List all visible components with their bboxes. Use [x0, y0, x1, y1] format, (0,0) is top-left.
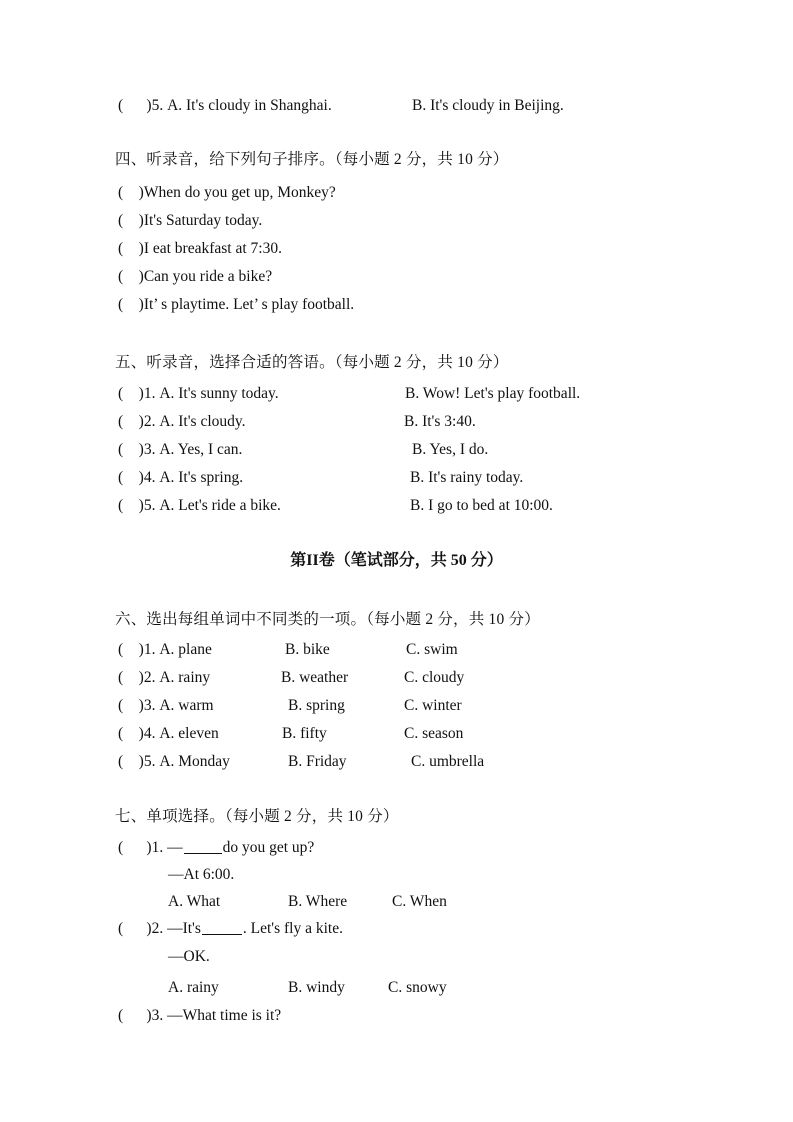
section-vi-item-1	[118, 640, 212, 660]
answer-bracket[interactable]: ( )	[118, 441, 144, 458]
option-a: A. It's cloudy in Shanghai.	[167, 97, 332, 114]
answer-bracket[interactable]: ( )	[118, 296, 144, 313]
option-a: A. Monday	[159, 753, 230, 770]
option-a: A. Yes, I can.	[159, 441, 243, 458]
answer-bracket[interactable]: ( )	[118, 920, 152, 937]
item-text: It's Saturday today.	[143, 212, 263, 229]
option-a: A. rainy	[159, 669, 211, 686]
option-a: A. warm	[159, 697, 214, 714]
section-iv-item-4	[118, 267, 272, 287]
section-v-item-5	[118, 496, 281, 516]
option-b: B. Friday	[288, 753, 347, 770]
option-b: B. spring	[288, 697, 345, 714]
stem-after-blank: do you get up?	[222, 839, 315, 856]
item-number: 1.	[143, 385, 156, 402]
item-number: 1.	[143, 641, 156, 658]
option-a: A. Let's ride a bike.	[159, 497, 281, 514]
answer-line: —OK.	[168, 948, 210, 965]
section-vii-item-3	[118, 1006, 281, 1026]
answer-bracket[interactable]: ( )	[118, 97, 152, 114]
option-b: B. bike	[285, 641, 330, 658]
item-number: 1.	[151, 839, 164, 856]
stem-text: —What time is it?	[167, 1007, 282, 1024]
answer-bracket[interactable]: ( )	[118, 753, 144, 770]
option-c: C. cloudy	[404, 669, 465, 686]
option-b: B. I go to bed at 10:00.	[410, 497, 553, 514]
answer-blank[interactable]	[184, 853, 222, 854]
section-vii-item-1	[118, 838, 314, 858]
item-number: 4.	[143, 469, 156, 486]
answer-bracket[interactable]: ( )	[118, 469, 144, 486]
option-c: C. season	[404, 725, 464, 742]
option-b: B. Where	[288, 893, 348, 910]
option-b: B. It's 3:40.	[404, 413, 476, 430]
answer-bracket[interactable]: ( )	[118, 1007, 152, 1024]
option-b: B. weather	[281, 669, 349, 686]
option-c: C. umbrella	[411, 753, 485, 770]
item-number: 2.	[143, 413, 156, 430]
stem-after-blank: . Let's fly a kite.	[242, 920, 343, 937]
option-b: B. fifty	[282, 725, 327, 742]
answer-bracket[interactable]: ( )	[118, 240, 144, 257]
option-a: A. What	[168, 893, 221, 910]
stem-before-blank: —	[167, 839, 183, 856]
section-v-item-2	[118, 412, 246, 432]
section-vi-item-2	[118, 668, 210, 688]
section-iv-item-3	[118, 239, 282, 259]
item-text: It’ s playtime. Let’ s play football.	[143, 296, 355, 313]
item-number: 4.	[143, 725, 156, 742]
option-b: B. windy	[288, 979, 345, 996]
answer-bracket[interactable]: ( )	[118, 184, 144, 201]
item-number: 3.	[143, 441, 156, 458]
option-c: C. winter	[404, 697, 462, 714]
option-b: B. It's cloudy in Beijing.	[412, 97, 564, 114]
option-a: A. eleven	[159, 725, 219, 742]
section-iv-heading: 四、听录音，给下列句子排序。（每小题 2 分，共 10 分）	[115, 151, 509, 168]
section-v-item-1	[118, 384, 279, 404]
stem-before-blank: —It's	[167, 920, 201, 937]
answer-bracket[interactable]: ( )	[118, 385, 144, 402]
item-text: I eat breakfast at 7:30.	[143, 240, 282, 257]
answer-bracket[interactable]: ( )	[118, 413, 144, 430]
answer-line: —At 6:00.	[168, 866, 235, 883]
section-vi-heading: 六、选出每组单词中不同类的一项。（每小题 2 分，共 10 分）	[115, 611, 540, 628]
item-number: 2.	[151, 920, 164, 937]
section-vi-item-3	[118, 696, 214, 716]
answer-bracket[interactable]: ( )	[118, 669, 144, 686]
option-c: C. snowy	[388, 979, 447, 996]
item-number: 2.	[143, 669, 156, 686]
item-number: 3.	[143, 697, 156, 714]
section-iv-item-5	[118, 295, 354, 315]
item-number: 3.	[151, 1007, 164, 1024]
option-a: A. It's cloudy.	[159, 413, 246, 430]
section-v-item-4	[118, 468, 243, 488]
item-number: 5.	[143, 753, 156, 770]
option-a: A. It's spring.	[159, 469, 244, 486]
option-a: A. plane	[159, 641, 212, 658]
answer-blank[interactable]	[202, 934, 242, 935]
answer-bracket[interactable]: ( )	[118, 212, 144, 229]
answer-bracket[interactable]: ( )	[118, 497, 144, 514]
option-a: A. rainy	[168, 979, 219, 996]
section-v-item-3	[118, 440, 242, 460]
answer-bracket[interactable]: ( )	[118, 268, 144, 285]
option-b: B. It's rainy today.	[410, 469, 524, 486]
option-b: B. Wow! Let's play football.	[405, 385, 581, 402]
item-number: 5.	[143, 497, 156, 514]
listening-item-carryover	[118, 96, 332, 116]
answer-bracket[interactable]: ( )	[118, 641, 144, 658]
option-a: A. It's sunny today.	[159, 385, 279, 402]
option-b: B. Yes, I do.	[412, 441, 489, 458]
option-c: C. swim	[406, 641, 458, 658]
item-text: Can you ride a bike?	[143, 268, 273, 285]
answer-bracket[interactable]: ( )	[118, 697, 144, 714]
section-iv-item-2	[118, 211, 262, 231]
answer-bracket[interactable]: ( )	[118, 725, 144, 742]
section-vii-item-2	[118, 919, 343, 939]
section-vi-item-4	[118, 724, 219, 744]
item-text: When do you get up, Monkey?	[143, 184, 336, 201]
section-vii-heading: 七、单项选择。（每小题 2 分，共 10 分）	[115, 808, 399, 825]
item-number: 5.	[151, 97, 164, 114]
section-v-heading: 五、听录音，选择合适的答语。（每小题 2 分，共 10 分）	[115, 354, 509, 371]
volume-two-heading: 第II卷（笔试部分，共 50 分）	[290, 552, 503, 569]
section-iv-item-1	[118, 183, 336, 203]
answer-bracket[interactable]: ( )	[118, 839, 152, 856]
section-vi-item-5	[118, 752, 230, 772]
option-c: C. When	[392, 893, 447, 910]
